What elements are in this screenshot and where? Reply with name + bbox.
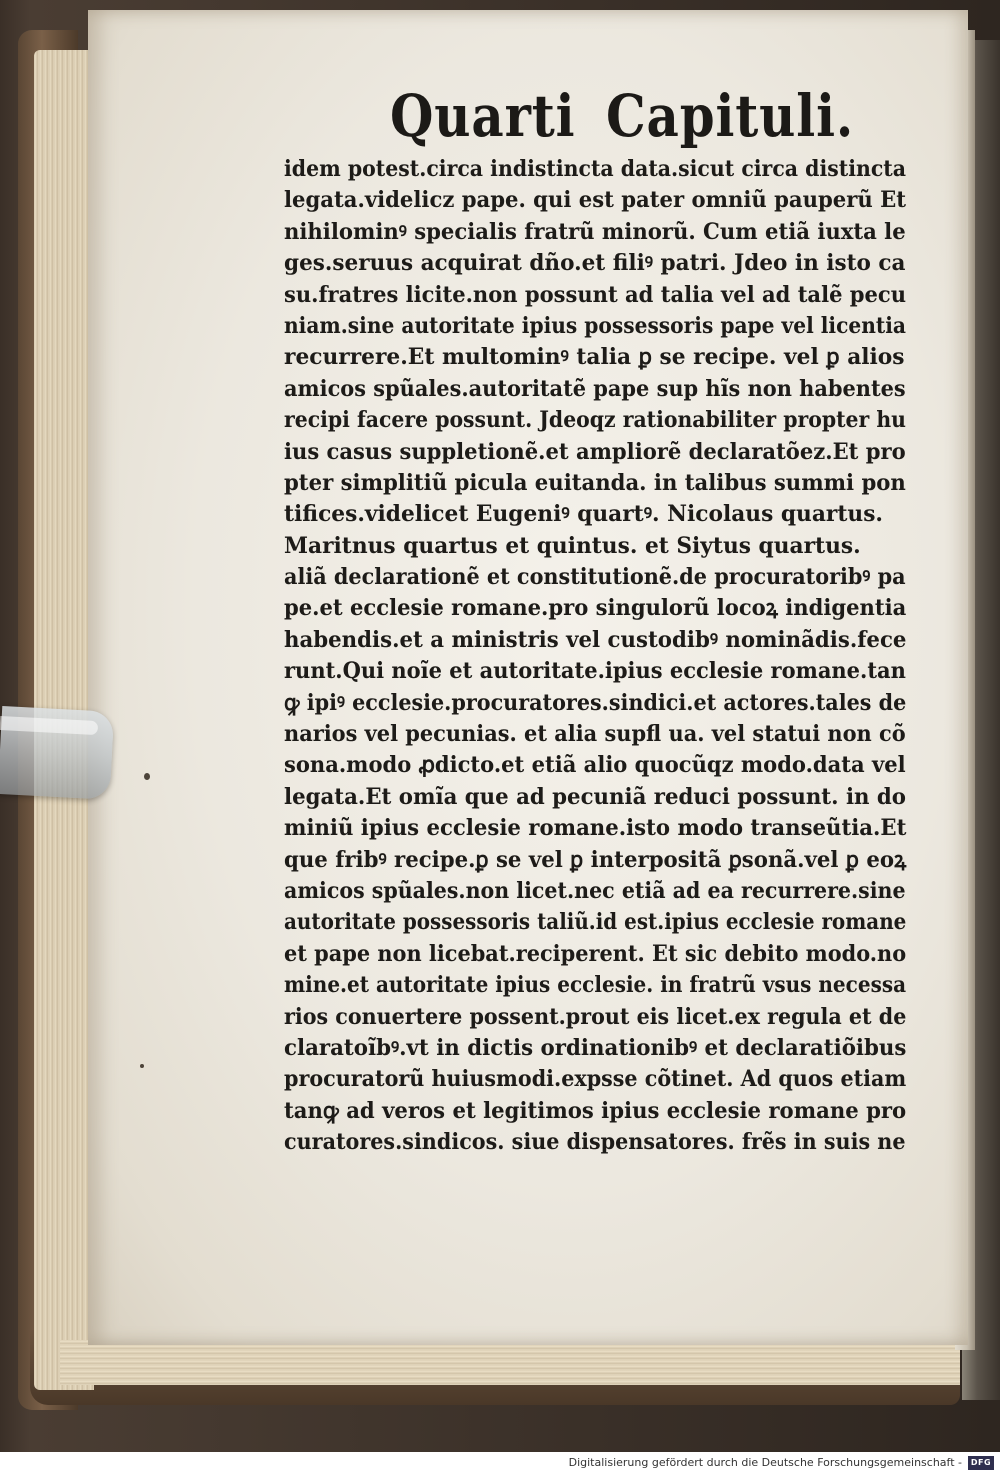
header-right-word: Capituli. (605, 82, 854, 150)
text-line: Maritnus quartus et quintus. et Siytus quartus. (284, 532, 861, 559)
text-line: tanꝙ ad veros et legitimos ipius ecclesie romane pro (284, 1097, 907, 1124)
text-line: aliã declarationẽ et constitutionẽ.de procuratoribꝰ pa (284, 564, 906, 591)
text-line: idem potest.circa indistincta data.sicut circa distincta (284, 156, 906, 182)
text-line: rios conuertere possent.prout eis licet.ex regula et de (284, 1003, 907, 1030)
ink-spot (144, 773, 150, 780)
text-line: tifices.videlicet Eugeniꝰ quartꝰ. Nicolaus quartus. (284, 501, 883, 528)
text-line: niam.sine autoritate ipius possessoris pape vel licentia (284, 312, 906, 339)
text-line: procuratorũ huiusmodi.expsse cõtinet. Ad quos etiam (284, 1066, 907, 1093)
footer-bar (0, 1452, 1000, 1473)
text-line: ius casus suppletionẽ.et ampliorẽ declaratõez.Et pro (284, 438, 906, 465)
text-line: miniũ ipius ecclesie romane.isto modo transeũtia.Et (284, 815, 907, 842)
text-line: mine.et autoritate ipius ecclesie. in fratrũ vsus necessa (284, 972, 907, 999)
running-header (390, 82, 854, 152)
text-line: su.fratres licite.non possunt ad talia vel ad talẽ pecu (284, 281, 907, 308)
ink-spot (140, 1064, 144, 1068)
header-left-word: Quarti (390, 82, 576, 150)
text-line: legata.videlicz pape. qui est pater omniũ pauperũ Et (284, 187, 906, 214)
text-line: ꝙ ipiꝰ ecclesie.procuratores.sindici.et actores.tales de (284, 689, 907, 716)
text-line: sona.modo ꝓdicto.et etiã alio quocũqz modo.data vel (284, 752, 906, 779)
page-edges-bottom (60, 1340, 960, 1385)
text-line: narios vel pecunias. et alia supfl ua. vel statui non cõ (284, 721, 906, 748)
text-line: runt.Qui noĩe et autoritate.ipius ecclesie romane.tan (284, 658, 906, 685)
text-line: amicos spũales.autoritatẽ pape sup hĩs non habentes (284, 375, 906, 402)
body-text-block (284, 154, 914, 1159)
text-line: amicos spũales.non licet.nec etiã ad ea recurrere.sine (284, 877, 906, 904)
text-line: pe.et ecclesie romane.pro singulorũ locoꝝ indigentia (284, 595, 907, 622)
text-line: legata.Et omĩa que ad pecuniã reduci possunt. in do (284, 783, 906, 810)
text-line: autoritate possessoris taliũ.id est.ipius ecclesie romane (284, 909, 907, 936)
text-line: recipi facere possunt. Jdeoqz rationabiliter propter hu (284, 407, 906, 434)
footer-credit: Digitalisierung gefördert durch die Deutsche Forschungsgemeinschaft - (568, 1456, 962, 1469)
text-line: que fribꝰ recipe.ꝑ se vel ꝑ interpositã ꝑsonã.vel ꝑ eoꝝ (284, 846, 907, 873)
text-line: pter simplitiũ picula euitanda. in talibus summi pon (284, 469, 906, 496)
dfg-logo: DFG (968, 1456, 994, 1470)
text-line: nihilominꝰ specialis fratrũ minorũ. Cum etiã iuxta le (284, 218, 906, 245)
text-line: ges.seruus acquirat dño.et filiꝰ patri. Jdeo in isto ca (284, 250, 906, 277)
text-line: habendis.et a ministris vel custodibꝰ nominãdis.fece (284, 626, 907, 653)
text-line: claratoĩbꝰ.vt in dictis ordinationibꝰ et declaratiõibus (284, 1034, 907, 1061)
text-line: recurrere.Et multominꝰ talia ꝑ se recipe. vel ꝑ alios (284, 344, 905, 371)
text-line: et pape non licebat.reciperent. Et sic debito modo.no (284, 940, 907, 967)
text-line: curatores.sindicos. siue dispensatores. frẽs in suis ne (284, 1129, 906, 1156)
